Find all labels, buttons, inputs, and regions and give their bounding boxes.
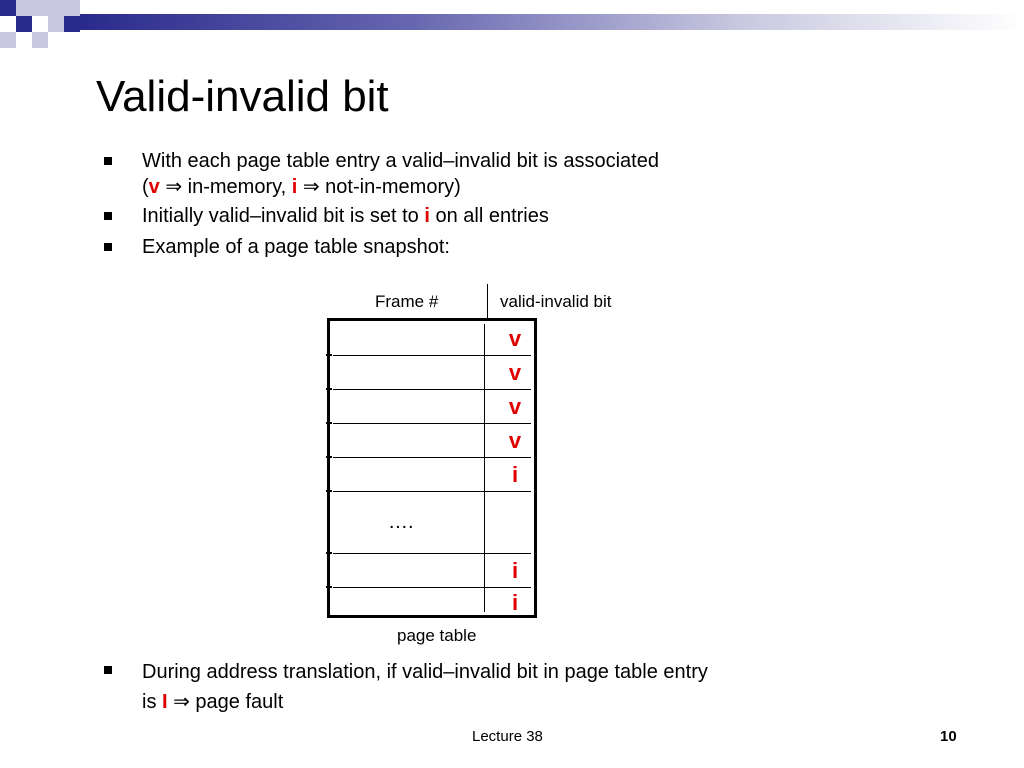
bit-cell: v	[508, 428, 522, 453]
bullet-text	[142, 657, 708, 717]
decor-square	[16, 0, 32, 16]
decor-square	[0, 0, 16, 16]
decor-square	[32, 0, 48, 16]
bullet-text	[142, 148, 659, 200]
table-ellipsis: ….	[388, 511, 414, 533]
page-table	[327, 318, 537, 618]
decor-square	[0, 32, 16, 48]
invalid-symbol: I	[162, 691, 168, 713]
header-divider	[487, 284, 488, 320]
bit-cell: v	[508, 394, 522, 419]
invalid-symbol: i	[291, 176, 298, 198]
invalid-symbol: i	[424, 205, 430, 227]
bullet-square-icon	[104, 157, 112, 165]
text-run: (	[142, 176, 149, 198]
row-divider	[333, 553, 531, 554]
bit-cell: i	[511, 462, 519, 487]
row-divider	[333, 457, 531, 458]
text-run: Initially valid–invalid bit is set to	[142, 205, 425, 227]
bullet-text: Example of a page table snapshot:	[142, 236, 450, 258]
bit-cell: v	[508, 360, 522, 385]
row-tick	[326, 354, 332, 356]
text-run: on all entries	[429, 205, 549, 227]
decor-square	[48, 16, 64, 32]
decor-square	[64, 16, 80, 32]
footer-lecture: Lecture 38	[472, 728, 543, 745]
row-divider	[333, 587, 531, 588]
row-divider	[333, 355, 531, 356]
bullet-square-icon	[104, 666, 112, 674]
bit-cell: i	[511, 590, 519, 615]
row-divider	[333, 491, 531, 492]
bullet-line: During address translation, if valid–invalid bit in page table entry	[142, 661, 708, 683]
row-tick	[326, 422, 332, 424]
bullet-square-icon	[104, 212, 112, 220]
row-divider	[333, 423, 531, 424]
frame-column-header: Frame #	[375, 292, 439, 311]
text-run: ⇒ not-in-memory)	[297, 176, 461, 198]
bullet-square-icon	[104, 243, 112, 251]
valid-symbol: v	[148, 176, 160, 198]
text-run: ⇒ in-memory,	[159, 176, 292, 198]
bit-cell: v	[508, 326, 522, 351]
bit-column-header: valid-invalid bit	[500, 292, 612, 311]
slide-title: Valid-invalid bit	[96, 72, 389, 121]
decor-square	[32, 32, 48, 48]
bullet-line: With each page table entry a valid–invalid bit is associated	[142, 150, 659, 172]
row-tick	[326, 552, 332, 554]
bullet-line	[142, 691, 283, 713]
bit-cell: i	[511, 558, 519, 583]
row-tick	[326, 490, 332, 492]
table-caption: page table	[397, 626, 477, 645]
bullet-line	[142, 176, 461, 198]
row-tick	[326, 456, 332, 458]
column-divider	[484, 324, 485, 612]
decor-square	[64, 0, 80, 16]
decor-title-bar	[80, 14, 1024, 30]
decor-square	[48, 0, 64, 16]
decor-square	[16, 16, 32, 32]
footer-page-number: 10	[940, 728, 957, 745]
row-tick	[326, 388, 332, 390]
text-run: is	[142, 691, 162, 713]
bullet-text	[142, 203, 549, 229]
row-tick	[326, 586, 332, 588]
row-divider	[333, 389, 531, 390]
text-run: ⇒ page fault	[167, 691, 284, 713]
